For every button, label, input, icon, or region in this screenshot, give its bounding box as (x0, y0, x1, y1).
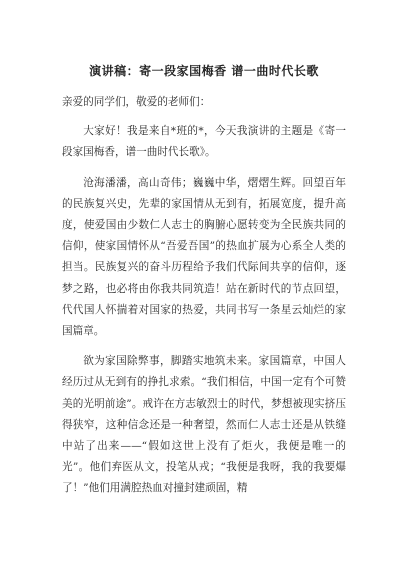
document-body (62, 92, 346, 509)
document-title: 演讲稿：寄一段家国梅香 谱一曲时代长歌 (89, 64, 319, 78)
salutation: 亲爱的同学们，敬爱的老师们： (62, 96, 211, 108)
paragraph-greeting: 大家好！我是来自*班的*，今天我演讲的主题是《寄一段家国梅香，谱一曲时代长歌》。 (62, 125, 346, 159)
paragraph-struggle: 欲为家国除弊事，脚踏实地筑未来。家国篇章，中国人经历过从无到有的挣扎求索。“我们相信，中国一定有个可赞美的光明前途”。戒许在方志敏烈士的时代，梦想被现实挤压得狭窄，这种信念还是一种奢望，然而仁人志士还是从铁缝中站了出来——“假如这世上没有了炬火，我便是唯一的光”。他们弃医从文，投笔从戎；“我便是我呀，我的我要爆了！”他们用满腔热血对撞封建顽固，精 (62, 355, 346, 495)
paragraph-review: 沧海潘潘，高山奇伟；巍巍中华，熠熠生辉。回望百年的民族复兴史，先辈的家国情从无到有，拓展宽度，提升高度，使爱国由少数仁人志士的胸腑心愿转变为全民族共同的信仰，使家国情怀从“吾爱吾国”的热血扩展为心系全人类的担当。民族复兴的奋斗历程给予我们代际间共享的信仰，逐梦之路，也必将由你我共同筑造！站在新时代的节点回望，代代国人怀揣着对国家的热爱，共同书写一条星云灿烂的家国篇章。 (62, 176, 346, 338)
